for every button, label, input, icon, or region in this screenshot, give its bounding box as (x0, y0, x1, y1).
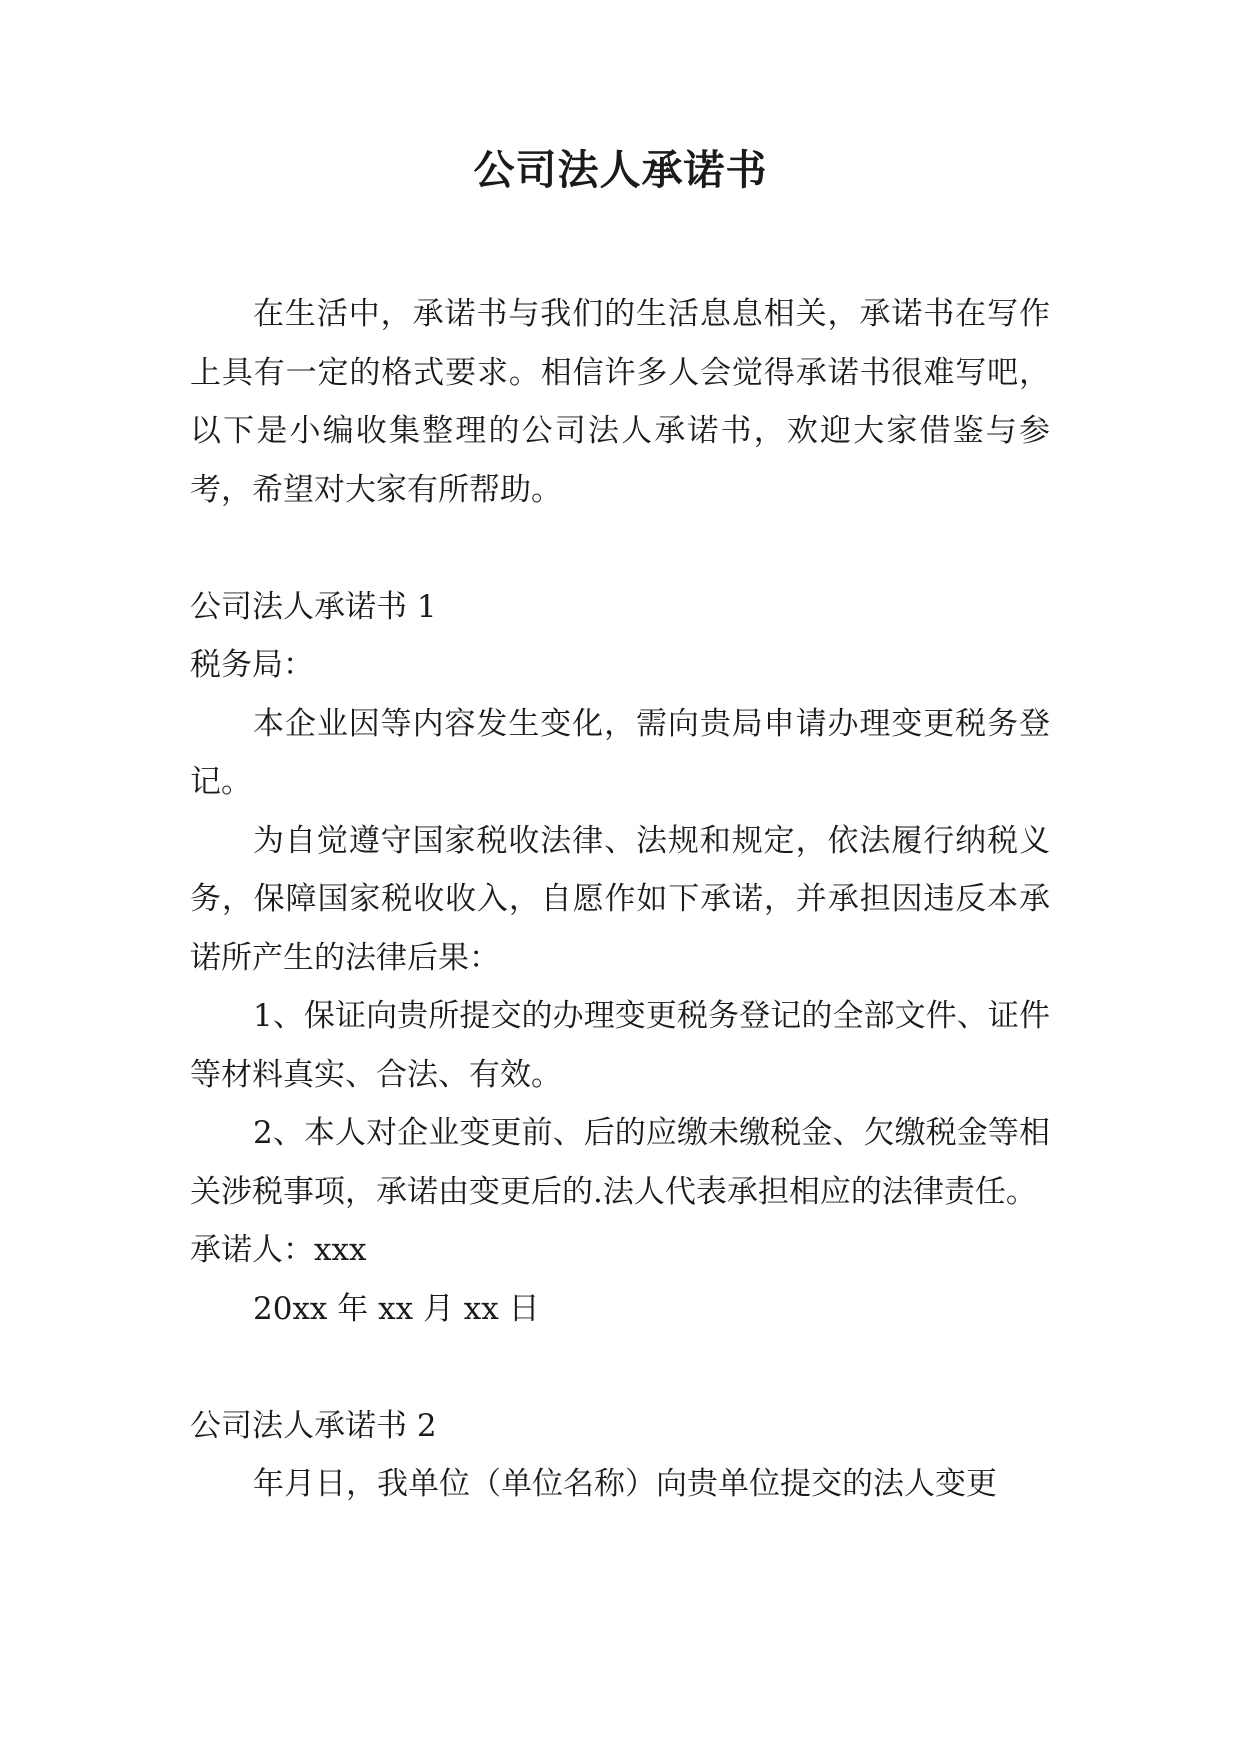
section1-item-1: 1、保证向贵所提交的办理变更税务登记的全部文件、证件等材料真实、合法、有效。 (190, 998, 1050, 1093)
spacer (190, 1338, 1050, 1397)
section1-paragraph-1: 本企业因等内容发生变化，需向贵局申请办理变更税务登记。 (190, 705, 1050, 800)
section1-addressee: 税务局： (190, 647, 314, 683)
section2-heading: 公司法人承诺书 2 (190, 1407, 437, 1444)
section1-item-2: 2、本人对企业变更前、后的应缴未缴税金、欠缴税金等相关涉税事项，承诺由变更后的.法人代表承担相应的法律责任。 (190, 1115, 1050, 1210)
section1-heading: 公司法人承诺书 1 (190, 588, 437, 625)
section2-paragraph-1: 年月日，我单位（单位名称）向贵单位提交的法人变更 (253, 1466, 997, 1502)
section1-date: 20xx 年 xx 月 xx 日 (253, 1290, 540, 1327)
intro-paragraph: 在生活中，承诺书与我们的生活息息相关，承诺书在写作上具有一定的格式要求。相信许多人会觉得承诺书很难写吧，以下是小编收集整理的公司法人承诺书，欢迎大家借鉴与参考，希望对大家有所帮助。 (190, 296, 1050, 508)
document-title: 公司法人承诺书 (473, 146, 768, 194)
section1-paragraph-2: 为自觉遵守国家税收法律、法规和规定，依法履行纳税义务，保障国家税收收入，自愿作如下承诺，并承担因违反本承诺所产生的法律后果： (190, 822, 1050, 976)
document-body (190, 285, 1050, 1514)
spacer (190, 519, 1050, 578)
section1-signer: 承诺人：xxx (190, 1232, 367, 1268)
